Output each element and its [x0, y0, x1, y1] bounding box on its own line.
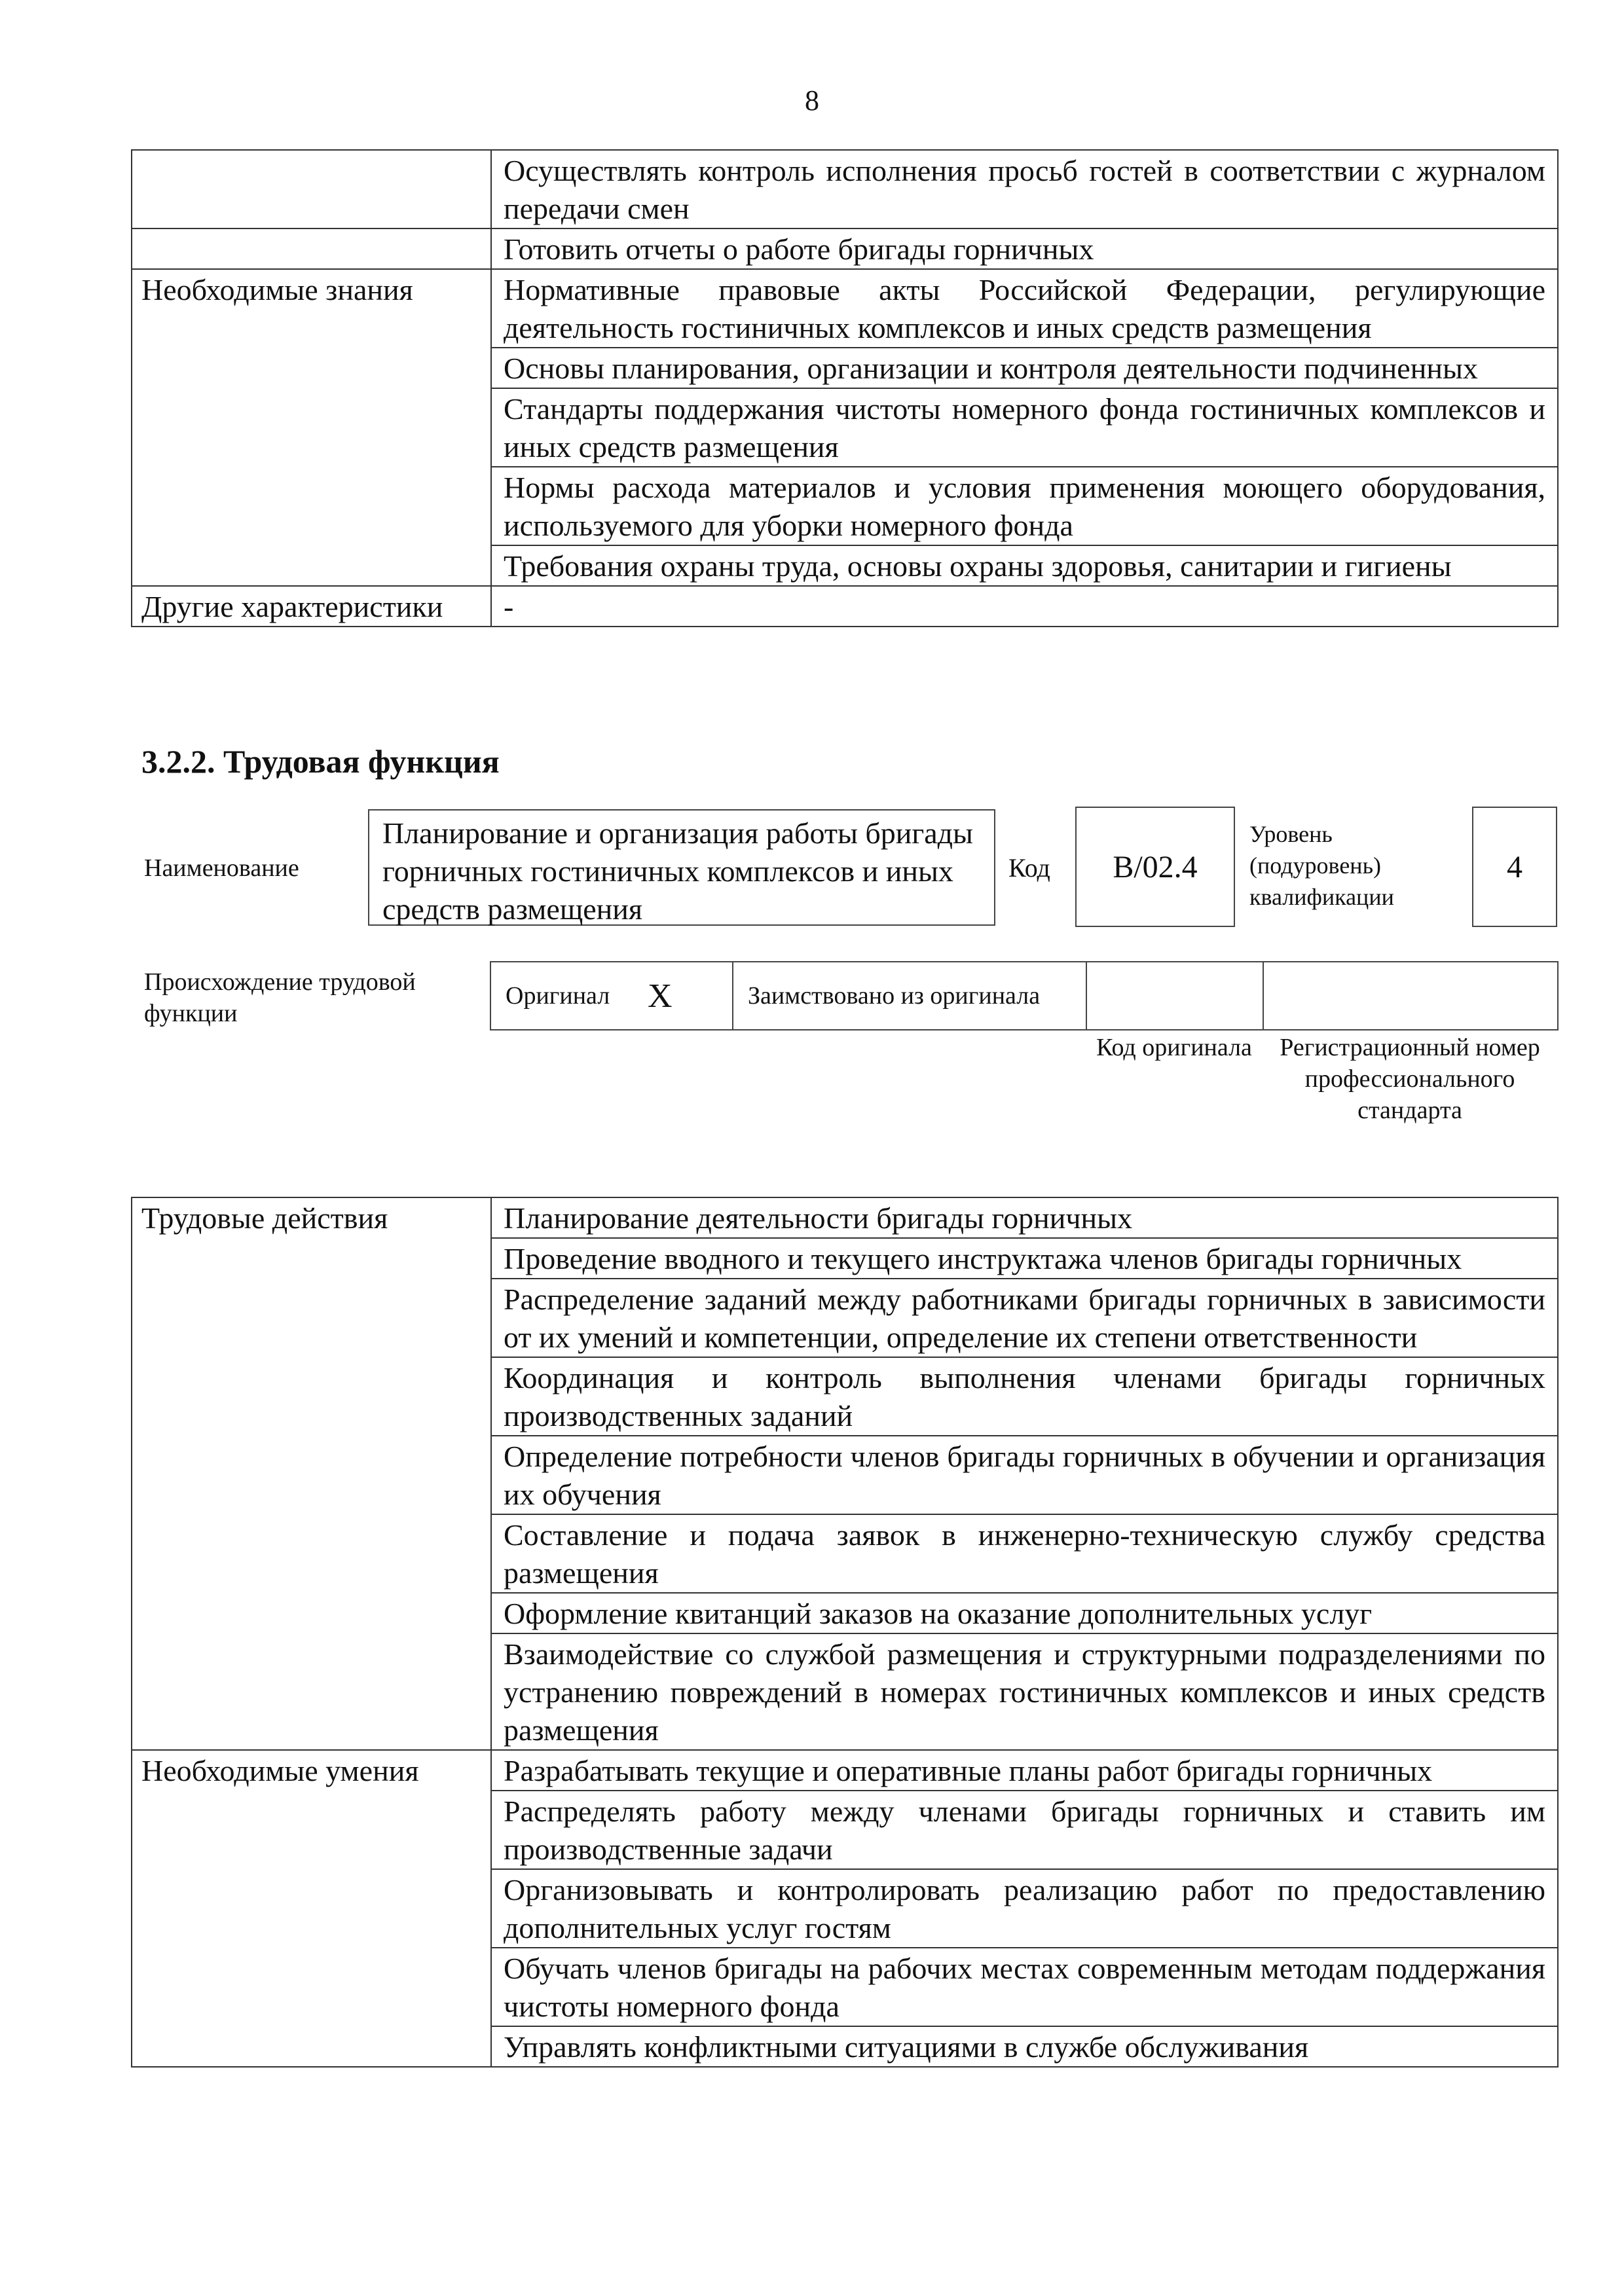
required-skills-label: Необходимые умения: [132, 1750, 491, 2067]
origin-table: [490, 961, 1559, 1030]
knowledge-text: Стандарты поддержания чистоты номерного фонда гостиничных комплексов и иных средств размещения: [491, 388, 1558, 467]
knowledge-text: Нормативные правовые акты Российской Федерации, регулирующие деятельность гостиничных комплексов и иных средств размещения: [491, 269, 1558, 348]
knowledge-text: Основы планирования, организации и контроля деятельности подчиненных: [491, 348, 1558, 388]
page-number: 8: [805, 84, 819, 117]
empty-cell: [132, 228, 491, 269]
original-mark: X: [635, 962, 733, 1030]
skill-text: Управлять конфликтными ситуациями в службе обслуживания: [491, 2026, 1558, 2067]
origin-label: Происхождение трудовой функции: [144, 968, 416, 1027]
name-label: Наименование: [144, 854, 299, 882]
knowledge-text: Требования охраны труда, основы охраны здоровья, санитарии и гигиены: [491, 545, 1558, 586]
level-box: 4: [1472, 807, 1557, 927]
knowledge-text: Нормы расхода материалов и условия применения моющего оборудования, используемого для уборки номерного фонда: [491, 467, 1558, 545]
other-characteristics-value: -: [491, 586, 1558, 627]
code-label: Код: [1008, 853, 1050, 883]
registration-number-cell: [1263, 962, 1558, 1030]
labor-actions-label: Трудовые действия: [132, 1197, 491, 1750]
code-box: B/02.4: [1075, 807, 1235, 927]
original-code-caption: Код оригинала: [1096, 1034, 1252, 1061]
labor-action-text: Планирование деятельности бригады горничных: [491, 1197, 1558, 1238]
empty-cell: [132, 150, 491, 228]
labor-action-text: Определение потребности членов бригады горничных в обучении и организация их обучения: [491, 1436, 1558, 1514]
borrowed-label: Заимствовано из оригинала: [733, 962, 1086, 1030]
skill-text: Осуществлять контроль исполнения просьб гостей в соответствии с журналом передачи смен: [491, 150, 1558, 228]
skill-text: Организовывать и контролировать реализацию работ по предоставлению дополнительных услуг гостям: [491, 1869, 1558, 1948]
top-table: [131, 149, 1559, 627]
skill-text: Распределять работу между членами бригады горничных и ставить им производственные задачи: [491, 1791, 1558, 1869]
labor-action-text: Оформление квитанций заказов на оказание дополнительных услуг: [491, 1593, 1558, 1633]
labor-action-text: Проведение вводного и текущего инструктажа членов бригады горничных: [491, 1238, 1558, 1279]
other-characteristics-label: Другие характеристики: [132, 586, 491, 627]
section-heading: 3.2.2. Трудовая функция: [141, 743, 500, 780]
main-table: [131, 1197, 1559, 2068]
labor-action-text: Составление и подача заявок в инженерно-техническую службу средства размещения: [491, 1514, 1558, 1593]
knowledge-label: Необходимые знания: [132, 269, 491, 586]
registration-number-caption: Регистрационный номер профессионального стандарта: [1280, 1034, 1540, 1124]
original-code-cell: [1086, 962, 1263, 1030]
skill-text: Обучать членов бригады на рабочих местах современным методам поддержания чистоты номерного фонда: [491, 1948, 1558, 2026]
labor-action-text: Координация и контроль выполнения членами бригады горничных производственных заданий: [491, 1357, 1558, 1436]
skill-text: Разрабатывать текущие и оперативные планы работ бригады горничных: [491, 1750, 1558, 1791]
function-name-box: Планирование и организация работы бригады горничных гостиничных комплексов и иных средств размещения: [368, 809, 995, 926]
level-label: Уровень (подуровень) квалификации: [1249, 821, 1394, 910]
labor-action-text: Взаимодействие со службой размещения и структурными подразделениями по устранению повреждений в номерах гостиничных комплексов и иных средств размещения: [491, 1633, 1558, 1750]
skill-text: Готовить отчеты о работе бригады горничных: [491, 228, 1558, 269]
original-label: Оригинал: [490, 962, 635, 1030]
labor-action-text: Распределение заданий между работниками бригады горничных в зависимости от их умений и компетенции, определение их степени ответственности: [491, 1279, 1558, 1357]
